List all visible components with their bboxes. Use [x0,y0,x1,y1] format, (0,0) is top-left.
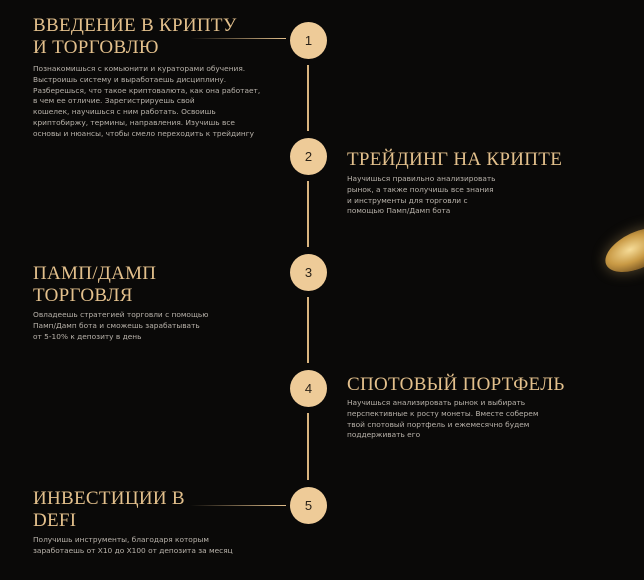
step-description-2: Научишься правильно анализировать рынок, а также получишь все знания и инструменты для торговли с помощью Памп/Дамп бота [347,174,496,216]
step-number-1: 1 [290,22,327,59]
step-title-1: ВВЕДЕНИЕ В КРИПТУ И ТОРГОВЛЮ [33,15,237,58]
timeline-line [307,297,309,363]
timeline-line [307,413,309,480]
timeline-line [307,65,309,131]
gold-coin-image [599,219,644,281]
step-description-4: Научишься анализировать рынок и выбирать перспективные к росту монеты. Вместе соберем твой спотовый портфель и ежемесячно будем поддерживать его [347,398,539,440]
step-number-2: 2 [290,138,327,175]
step-title-2: ТРЕЙДИНГ НА КРИПТЕ [347,149,563,170]
step-title-3: ПАМП/ДАМП ТОРГОВЛЯ [33,263,157,306]
step-description-3: Овладеешь стратегией торговли с помощью Памп/Дамп бота и сможешь зарабатывать от 5-10% к депозиту в день [33,310,209,341]
timeline-line [307,181,309,247]
step-description-5: Получишь инструменты, благодаря которым заработаешь от Х10 до Х100 от депозита за месяц [33,535,233,555]
step-description-1: Познакомишься с комьюнити и кураторами обучения. Выстроишь систему и выработаешь дисциплину. Разберешься, что такое криптовалюта, как она работает, в чем ее отличие. Зарегистрируешь свой кошелек, научишься с ним работать. Освоишь криптобиржу, термины, направления. Изучишь все основы и нюансы, чтобы смело переходить к трейдингу [33,64,261,138]
step-number-3: 3 [290,254,327,291]
step-number-4: 4 [290,370,327,407]
step-number-5: 5 [290,487,327,524]
step-title-5: ИНВЕСТИЦИИ В DEFI [33,488,185,531]
step-title-4: СПОТОВЫЙ ПОРТФЕЛЬ [347,374,565,395]
connector-line [190,505,286,506]
